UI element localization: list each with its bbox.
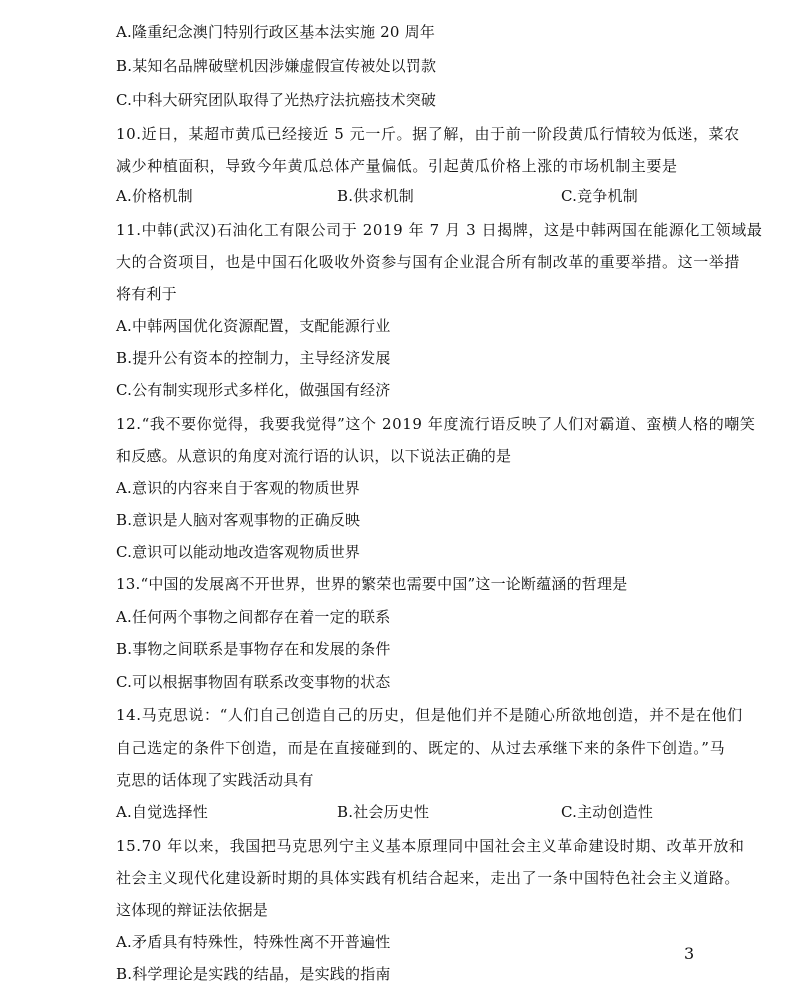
question-14-text: 14.马克思说：“人们自己创造自己的历史，但是他们并不是随心所欲地创造，并不是在他们 xyxy=(116,706,743,724)
question-12-option-c: C.意识可以能动地改造客观物质世界 xyxy=(116,543,361,561)
question-11-option-c: C.公有制实现形式多样化，做强国有经济 xyxy=(116,381,391,399)
question-10-option-a: A.价格机制 xyxy=(116,187,193,205)
question-10-option-c: C.竞争机制 xyxy=(561,187,638,205)
question-10-text: 减少种植面积，导致今年黄瓜总体产量偏低。引起黄瓜价格上涨的市场机制主要是 xyxy=(116,157,678,175)
question-12-text: 12.“我不要你觉得，我要我觉得”这个 2019 年度流行语反映了人们对霸道、蛮横人格的嘲笑 xyxy=(116,415,756,433)
question-10-option-b: B.供求机制 xyxy=(337,187,414,205)
question-11-option-b: B.提升公有资本的控制力，主导经济发展 xyxy=(116,349,391,367)
option-line: B.某知名品牌破壁机因涉嫌虚假宣传被处以罚款 xyxy=(116,57,437,75)
question-10-text: 10.近日，某超市黄瓜已经接近 5 元一斤。据了解，由于前一阶段黄瓜行情较为低迷，菜农 xyxy=(116,125,740,143)
question-15-text: 15.70 年以来，我国把马克思列宁主义基本原理同中国社会主义革命建设时期、改革开放和 xyxy=(116,837,745,855)
option-line: C.中科大研究团队取得了光热疗法抗癌技术突破 xyxy=(116,91,437,109)
question-14-text: 克思的话体现了实践活动具有 xyxy=(116,771,314,789)
question-15-option-b: B.科学理论是实践的结晶，是实践的指南 xyxy=(116,965,391,983)
question-15-text: 这体现的辩证法依据是 xyxy=(116,901,269,919)
question-13-option-a: A.任何两个事物之间都存在着一定的联系 xyxy=(116,608,391,626)
question-13-option-c: C.可以根据事物固有联系改变事物的状态 xyxy=(116,673,391,691)
question-12-text: 和反感。从意识的角度对流行语的认识，以下说法正确的是 xyxy=(116,447,512,465)
question-14-option-a: A.自觉选择性 xyxy=(116,803,209,821)
question-12-option-b: B.意识是人脑对客观事物的正确反映 xyxy=(116,511,361,529)
question-11-option-a: A.中韩两国优化资源配置，支配能源行业 xyxy=(116,317,391,335)
option-line: A.隆重纪念澳门特别行政区基本法实施 20 周年 xyxy=(116,23,436,41)
question-14-option-c: C.主动创造性 xyxy=(561,803,654,821)
question-14-option-b: B.社会历史性 xyxy=(337,803,430,821)
question-15-option-a: A.矛盾具有特殊性，特殊性离不开普遍性 xyxy=(116,933,391,951)
question-11-text: 大的合资项目，也是中国石化吸收外资参与国有企业混合所有制改革的重要举措。这一举措 xyxy=(116,253,741,271)
question-13-option-b: B.事物之间联系是事物存在和发展的条件 xyxy=(116,640,391,658)
question-15-text: 社会主义现代化建设新时期的具体实践有机结合起来，走出了一条中国特色社会主义道路。 xyxy=(116,869,741,887)
question-13-text: 13.“中国的发展离不开世界，世界的繁荣也需要中国”这一论断蕴涵的哲理是 xyxy=(116,575,628,593)
question-11-text: 11.中韩(武汉)石油化工有限公司于 2019 年 7 月 3 日揭牌，这是中韩两国在能源化工领域最 xyxy=(116,221,763,239)
question-12-option-a: A.意识的内容来自于客观的物质世界 xyxy=(116,479,361,497)
page-number: 3 xyxy=(684,944,695,963)
question-14-text: 自己选定的条件下创造，而是在直接碰到的、既定的、从过去承继下来的条件下创造。”马 xyxy=(116,739,726,757)
question-11-text: 将有利于 xyxy=(116,285,177,303)
